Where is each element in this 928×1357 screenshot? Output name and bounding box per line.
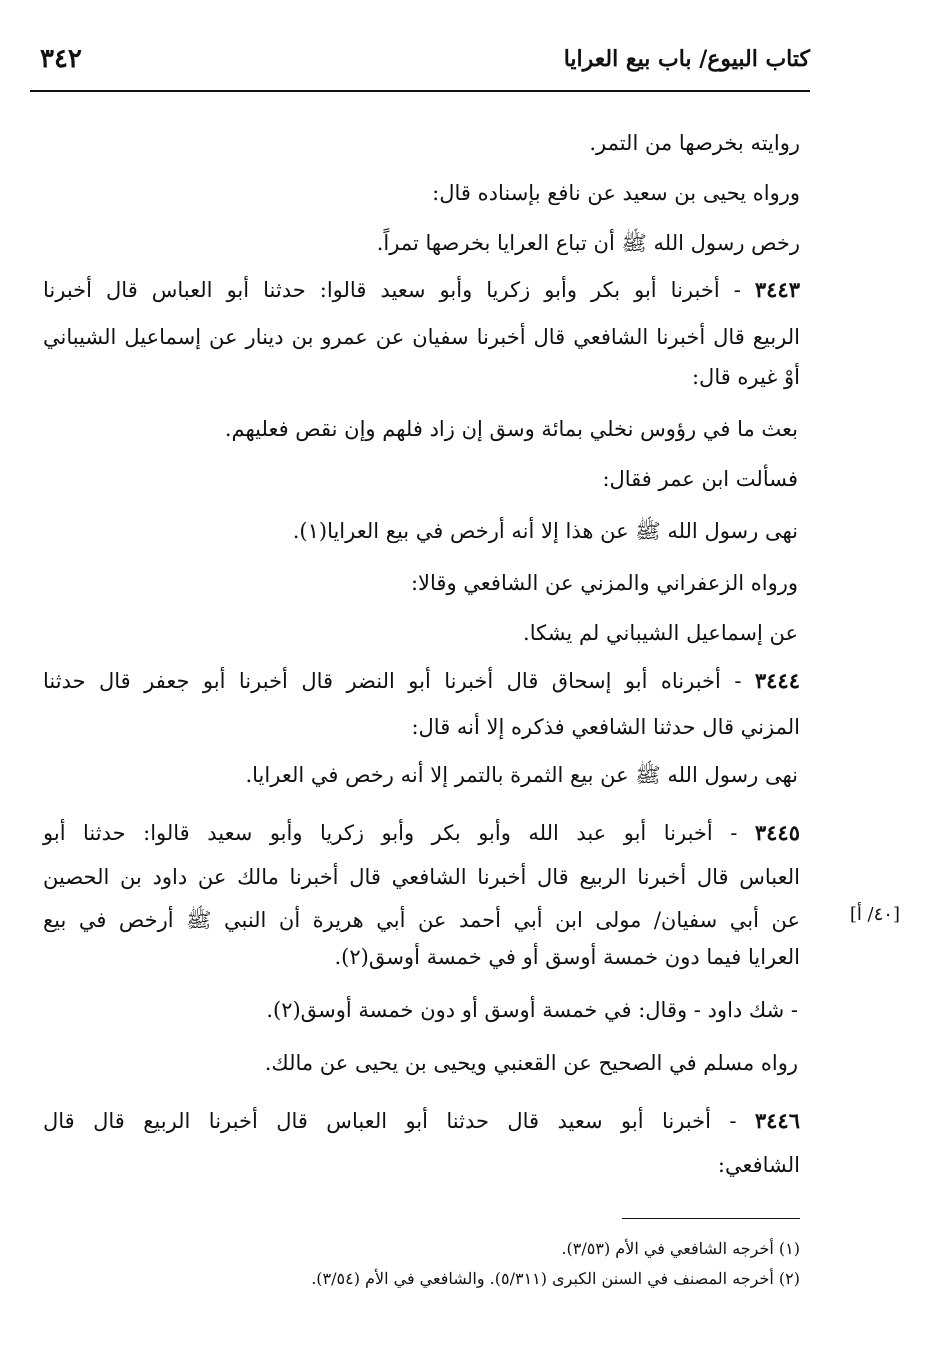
text-line: فسألت ابن عمر فقال:: [602, 467, 798, 491]
text-line: المزني قال حدثنا الشافعي فذكره إلا أنه قال:: [411, 715, 800, 739]
hadith-number: ٣٤٤٥: [754, 820, 800, 845]
text-line: رخص رسول الله ﷺ أن تباع العرايا بخرصها تمراً.: [376, 231, 800, 255]
footnote-rule: [622, 1218, 800, 1219]
header-rule: [30, 90, 810, 92]
hadith-number: ٣٤٤٦: [754, 1108, 800, 1133]
page-number: ٣٤٢: [40, 44, 82, 74]
text-line: العرايا فيما دون خمسة أوسق أو في خمسة أوسق(٢).: [334, 945, 800, 969]
hadith-number: ٣٤٤٣: [754, 277, 800, 302]
hadith-3443-line-1: ٣٤٤٣ - أخبرنا أبو بكر وأبو زكريا وأبو سعيد قالوا: حدثنا أبو العباس قال أخبرنا: [43, 277, 800, 302]
text-line: رواه مسلم في الصحيح عن القعنبي ويحيى بن يحيى عن مالك.: [264, 1051, 798, 1075]
running-header: [30, 40, 810, 88]
manuscript-folio-note: [٤٠/ أ]: [849, 904, 900, 925]
text-line: بعث ما في رؤوس نخلي بمائة وسق إن زاد فلهم وإن نقص فعليهم.: [224, 417, 798, 441]
hadith-number: ٣٤٤٤: [754, 668, 800, 693]
hadith-3444-line-1: ٣٤٤٤ - أخبرناه أبو إسحاق قال أخبرنا أبو النضر قال أخبرنا أبو جعفر قال حدثنا: [43, 668, 800, 693]
text-line: روايته بخرصها من التمر.: [589, 131, 800, 155]
text-line: الربيع قال أخبرنا الشافعي قال أخبرنا سفيان عن عمرو بن دينار عن إسماعيل الشيباني: [43, 325, 800, 349]
hadith-3446-line-1: ٣٤٤٦ - أخبرنا أبو سعيد قال حدثنا أبو العباس قال أخبرنا الربيع قال قال: [43, 1108, 800, 1133]
text-line: الشافعي:: [717, 1153, 800, 1177]
text-line: عن إسماعيل الشيباني لم يشكا.: [523, 621, 798, 645]
text-line: نهى رسول الله ﷺ عن بيع الثمرة بالتمر إلا أنه رخص في العرايا.: [245, 763, 798, 787]
text-line: عن أبي سفيان/ مولى ابن أبي أحمد عن أبي هريرة أن النبي ﷺ أرخص في بيع: [43, 908, 800, 932]
text-line: العباس قال أخبرنا الربيع قال أخبرنا الشافعي قال أخبرنا مالك عن داود بن الحصين: [43, 865, 800, 889]
text-line: ورواه الزعفراني والمزني عن الشافعي وقالا:: [410, 571, 798, 595]
text-line: أوْ غيره قال:: [691, 365, 800, 389]
chapter-title: كتاب البيوع/ باب بيع العرايا: [563, 46, 810, 72]
text-line: ورواه يحيى بن سعيد عن نافع بإسناده قال:: [432, 181, 800, 205]
hadith-3445-line-1: ٣٤٤٥ - أخبرنا أبو عبد الله وأبو بكر وأبو زكريا وأبو سعيد قالوا: حدثنا أبو: [43, 820, 800, 845]
footnote: (٢) أخرجه المصنف في السنن الكبرى (٥/٣١١). والشافعي في الأم (٣/٥٤).: [311, 1269, 800, 1288]
text-line: - شك داود - وقال: في خمسة أوسق أو دون خمسة أوسق(٢).: [266, 998, 798, 1022]
text-line: نهى رسول الله ﷺ عن هذا إلا أنه أرخص في بيع العرايا(١).: [292, 519, 798, 543]
footnote: (١) أخرجه الشافعي في الأم (٣/٥٣).: [561, 1239, 800, 1258]
